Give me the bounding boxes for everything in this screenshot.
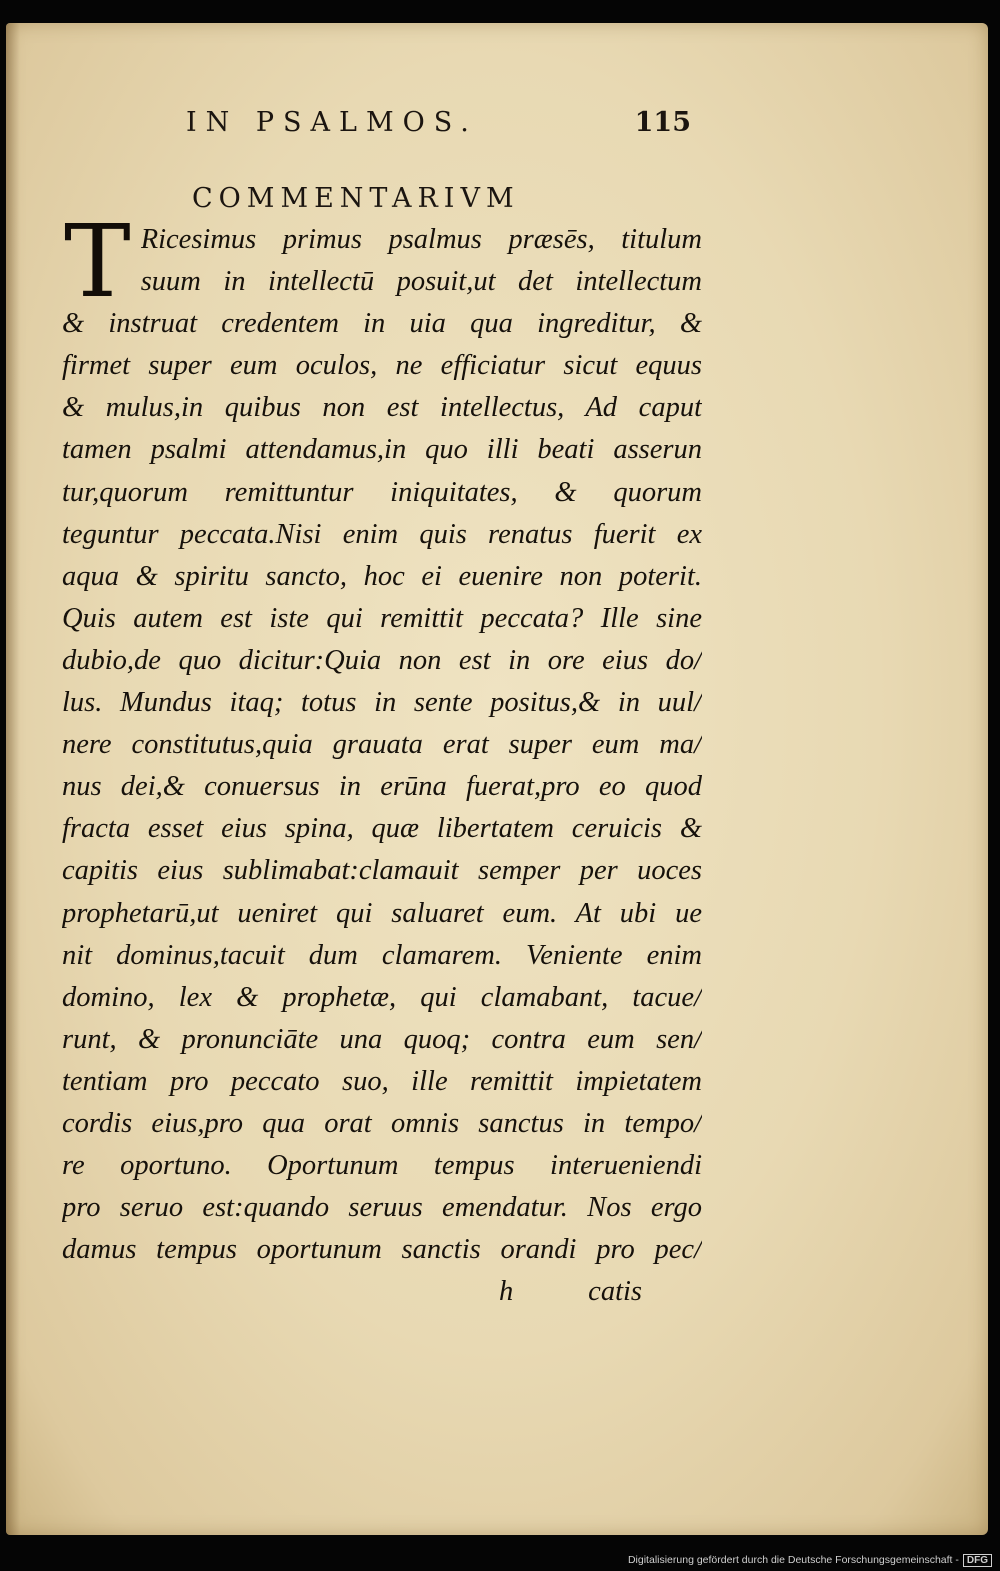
text-line: damus tempus oportunum sanctis orandi pro pec/ [62, 1234, 702, 1266]
book-page [6, 23, 988, 1535]
running-header [186, 107, 691, 147]
section-title: COMMENTARIVM [192, 183, 520, 214]
text-line: nus dei,& conuersus in erūna fuerat,pro eo quod [62, 771, 702, 803]
digitization-credit [628, 1554, 992, 1567]
text-line: capitis eius sublimabat:clamauit semper per uoces [62, 855, 702, 887]
text-line: aqua & spiritu sancto, hoc ei euenire non poterit. [62, 560, 702, 592]
body-text [62, 203, 702, 1313]
text-line: nere constitutus,quia grauata erat super eum ma/ [62, 729, 702, 761]
text-line: & mulus,in quibus non est intellectus, Ad caput [62, 392, 702, 424]
signature-mark: h [499, 1276, 514, 1308]
text-line: Ricesimus primus psalmus præsēs, titulum [140, 224, 702, 255]
text-line: firmet super eum oculos, ne efficiatur sicut equus [62, 350, 702, 382]
text-line: teguntur peccata.Nisi enim quis renatus fuerit ex [62, 518, 702, 550]
page-number: 115 [634, 107, 691, 138]
running-title: IN PSALMOS. [186, 107, 478, 138]
text-line: lus. Mundus itaq; totus in sente positus,& in uul/ [62, 687, 702, 719]
text-line: Quis autem est iste qui remittit peccata? Ille sine [62, 602, 702, 634]
drop-cap: T [64, 203, 131, 320]
text-line: domino, lex & prophetæ, qui clamabant, tacue/ [62, 981, 702, 1013]
credit-text: Digitalisierung gefördert durch die Deutsche Forschungsgemeinschaft - [627, 1554, 959, 1566]
text-line: re oportuno. Oportunum tempus interueniendi [62, 1150, 702, 1182]
text-line: nit dominus,tacuit dum clamarem. Veniente enim [62, 939, 702, 971]
signature-catchword-line [499, 1271, 642, 1313]
text-line: prophetarū,ut ueniret qui saluaret eum. At ubi ue [62, 897, 702, 929]
text-line: fracta esset eius spina, quæ libertatem ceruicis & [62, 813, 702, 845]
dfg-logo: DFG [963, 1554, 992, 1567]
text-line: dubio,de quo dicitur:Quia non est in ore eius do/ [62, 644, 702, 676]
text-line: tamen psalmi attendamus,in quo illi beati asserun [62, 434, 702, 466]
text-line: suum in intellectū posuit,ut det intellectum [140, 266, 702, 298]
text-line: tentiam pro peccato suo, ille remittit impietatem [62, 1065, 702, 1097]
text-line: pro seruo est:quando seruus emendatur. Nos ergo [62, 1192, 702, 1224]
text-line: & instruat credentem in uia qua ingreditur, & [62, 308, 702, 340]
text-line: tur,quorum remittuntur iniquitates, & quorum [62, 476, 702, 508]
text-line: cordis eius,pro qua orat omnis sanctus in tempo/ [62, 1107, 702, 1139]
text-line: runt, & pronunciāte una quoq; contra eum sen/ [62, 1023, 702, 1055]
catchword: catis [588, 1276, 642, 1308]
